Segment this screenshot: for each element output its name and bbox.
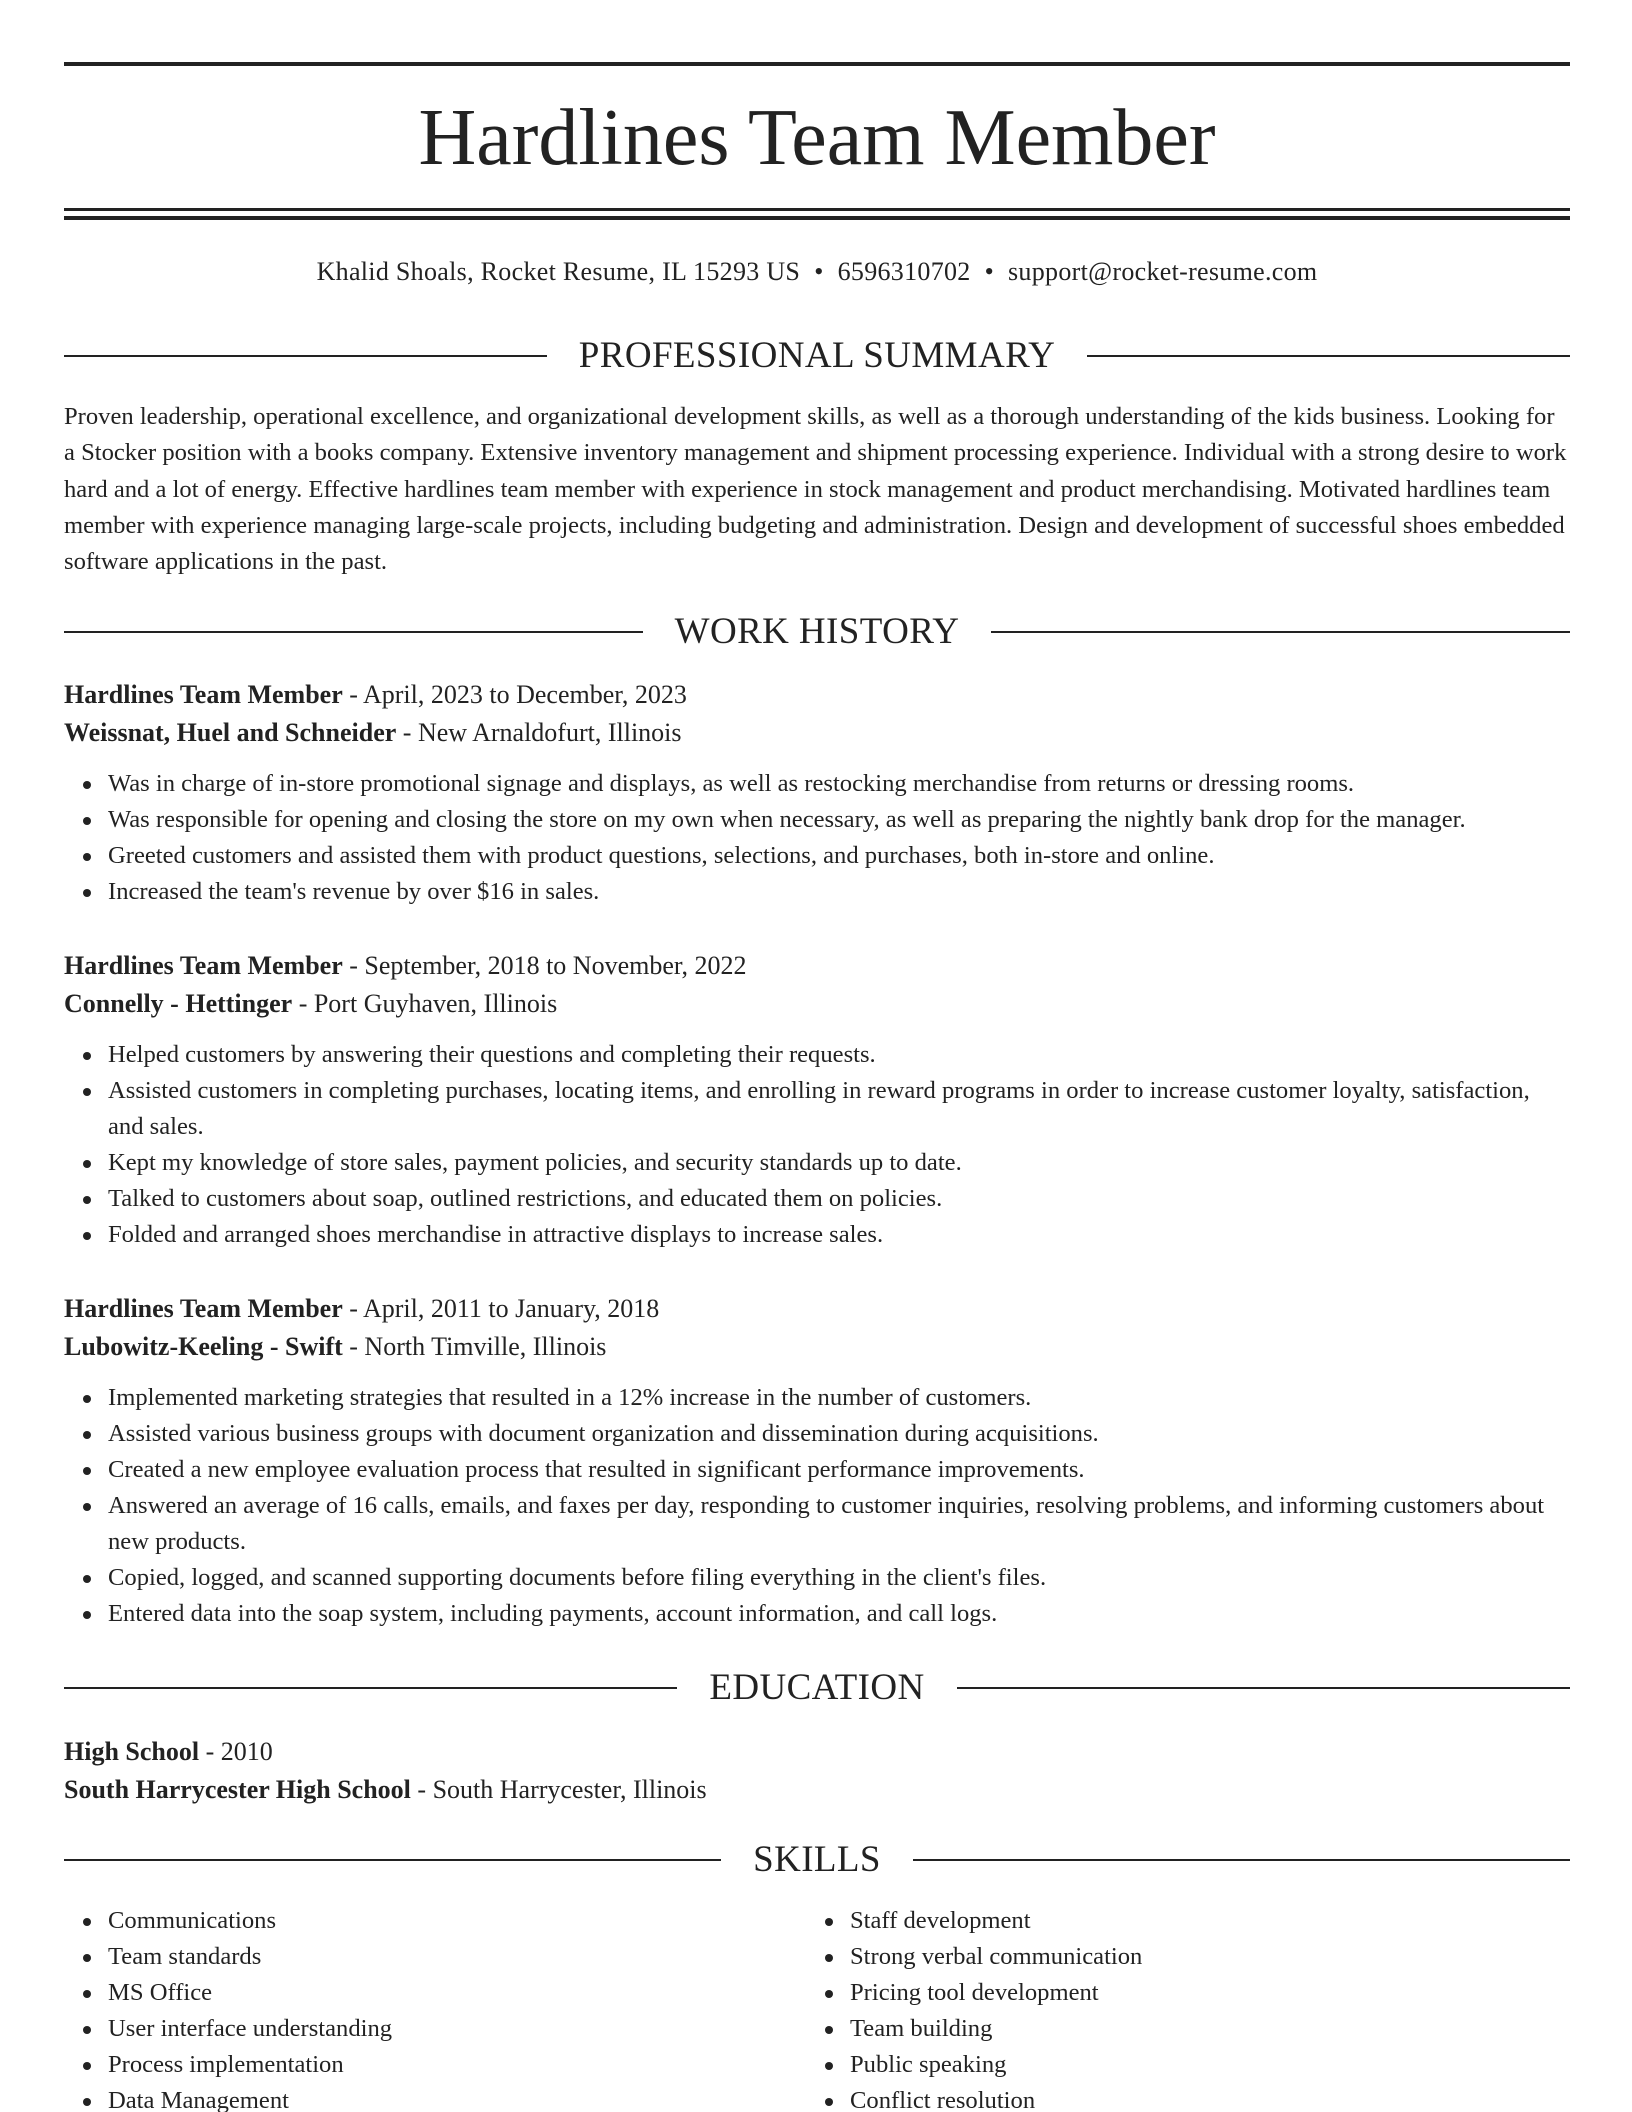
contact-separator: • <box>984 257 995 286</box>
resume-title: Hardlines Team Member <box>418 94 1216 182</box>
job-entry <box>64 947 1570 1253</box>
job-bullet: Implemented marketing strategies that resulted in a 12% increase in the number of customers. <box>108 1380 1570 1416</box>
job-bullet: Helped customers by answering their questions and completing their requests. <box>108 1037 1570 1073</box>
contact-phone: 6596310702 <box>837 257 971 286</box>
section-rule <box>1087 355 1570 357</box>
section-header-work <box>64 609 1570 655</box>
section-title: SKILLS <box>753 1839 881 1880</box>
contact-address: Khalid Shoals, Rocket Resume, IL 15293 US <box>316 257 801 286</box>
title-double-rule <box>64 208 1570 220</box>
section-header-summary <box>64 333 1570 379</box>
section-rule <box>957 1687 1570 1689</box>
section-rule <box>64 1859 721 1861</box>
section-header-skills <box>64 1837 1570 1883</box>
job-company: Connelly - Hettinger <box>64 989 293 1018</box>
job-bullet: Answered an average of 16 calls, emails, and faxes per day, responding to customer inquiries, resolving problems, and informing customers about new products. <box>108 1488 1570 1560</box>
skill-item: Process implementation <box>108 2047 806 2083</box>
job-location: - Port Guyhaven, Illinois <box>292 989 558 1018</box>
job-bullet: Was responsible for opening and closing the store on my own when necessary, as well as preparing the nightly bank drop for the manager. <box>108 802 1570 838</box>
section-rule <box>64 1687 677 1689</box>
job-bullet: Created a new employee evaluation process that resulted in significant performance improvements. <box>108 1452 1570 1488</box>
skill-item: Public speaking <box>850 2047 1548 2083</box>
section-header-education <box>64 1665 1570 1711</box>
skill-item: Communications <box>108 1903 806 1939</box>
job-company-line <box>64 1328 1570 1366</box>
job-bullet: Copied, logged, and scanned supporting documents before filing everything in the client's files. <box>108 1560 1570 1596</box>
skill-item: Strong verbal communication <box>850 1939 1548 1975</box>
skills-column-right <box>806 1903 1548 2112</box>
education-degree: High School <box>64 1737 200 1766</box>
job-location: - New Arnaldofurt, Illinois <box>396 718 682 747</box>
job-title: Hardlines Team Member <box>64 680 343 709</box>
job-bullet: Greeted customers and assisted them with product questions, selections, and purchases, both in-store and online. <box>108 838 1570 874</box>
contact-line <box>64 254 1570 290</box>
skill-item: Conflict resolution <box>850 2083 1548 2112</box>
job-bullet: Entered data into the soap system, including payments, account information, and call logs. <box>108 1596 1570 1632</box>
education-school: South Harrycester High School <box>64 1775 411 1804</box>
skills-list <box>64 1903 1570 2112</box>
summary-text: Proven leadership, operational excellence, and organizational development skills, as well as a thorough understanding of the kids business. Looking for a Stocker position with a books company. Extensive inventory management and shipment processing experience. Individual with a strong desire to work hard and a lot of energy. Effective hardlines team member with experience in stock management and product merchandising. Motivated hardlines team member with experience managing large-scale projects, including budgeting and administration. Design and development of successful shoes embedded software applications in the past. <box>64 403 1567 576</box>
job-title-line <box>64 947 1570 985</box>
skill-item: Staff development <box>850 1903 1548 1939</box>
education-degree-line <box>64 1733 1570 1771</box>
job-dates: - April, 2023 to December, 2023 <box>342 680 687 709</box>
job-bullet: Increased the team's revenue by over $16 in sales. <box>108 874 1570 910</box>
job-bullet: Talked to customers about soap, outlined restrictions, and educated them on policies. <box>108 1181 1570 1217</box>
contact-email: support@rocket-resume.com <box>1008 257 1318 286</box>
education-year: - 2010 <box>199 1737 273 1766</box>
job-company-line <box>64 985 1570 1023</box>
section-rule <box>64 355 547 357</box>
job-title: Hardlines Team Member <box>64 1294 343 1323</box>
skill-item: Team building <box>850 2011 1548 2047</box>
section-rule <box>64 631 643 633</box>
section-title: EDUCATION <box>709 1667 925 1708</box>
skills-column-left <box>64 1903 806 2112</box>
job-dates: - April, 2011 to January, 2018 <box>342 1294 660 1323</box>
top-rule <box>64 62 1570 66</box>
section-rule <box>991 631 1570 633</box>
job-bullet: Kept my knowledge of store sales, payment policies, and security standards up to date. <box>108 1145 1570 1181</box>
job-title-line <box>64 676 1570 714</box>
skill-item: MS Office <box>108 1975 806 2011</box>
skill-item: Pricing tool development <box>850 1975 1548 2011</box>
job-entry <box>64 1290 1570 1632</box>
skill-item: Data Management <box>108 2083 806 2112</box>
job-bullets <box>64 1380 1570 1632</box>
skill-item: User interface understanding <box>108 2011 806 2047</box>
job-entry <box>64 676 1570 910</box>
section-title: WORK HISTORY <box>674 611 960 652</box>
job-location: - North Timville, Illinois <box>342 1332 607 1361</box>
skill-item: Team standards <box>108 1939 806 1975</box>
job-bullet: Folded and arranged shoes merchandise in attractive displays to increase sales. <box>108 1217 1570 1253</box>
job-bullets <box>64 1037 1570 1253</box>
education-school-line <box>64 1771 1570 1809</box>
job-bullet: Was in charge of in-store promotional signage and displays, as well as restocking merchandise from returns or dressing rooms. <box>108 766 1570 802</box>
education-entry <box>64 1733 1570 1809</box>
job-company: Lubowitz-Keeling - Swift <box>64 1332 343 1361</box>
job-company: Weissnat, Huel and Schneider <box>64 718 397 747</box>
job-title: Hardlines Team Member <box>64 951 343 980</box>
job-bullet: Assisted customers in completing purchases, locating items, and enrolling in reward programs in order to increase customer loyalty, satisfaction, and sales. <box>108 1073 1570 1145</box>
job-dates: - September, 2018 to November, 2022 <box>342 951 747 980</box>
job-title-line <box>64 1290 1570 1328</box>
job-bullets <box>64 766 1570 910</box>
education-location: - South Harrycester, Illinois <box>410 1775 707 1804</box>
job-bullet: Assisted various business groups with document organization and dissemination during acquisitions. <box>108 1416 1570 1452</box>
contact-separator: • <box>814 257 824 286</box>
section-title: PROFESSIONAL SUMMARY <box>578 335 1056 376</box>
job-company-line <box>64 714 1570 752</box>
section-rule <box>913 1859 1570 1861</box>
